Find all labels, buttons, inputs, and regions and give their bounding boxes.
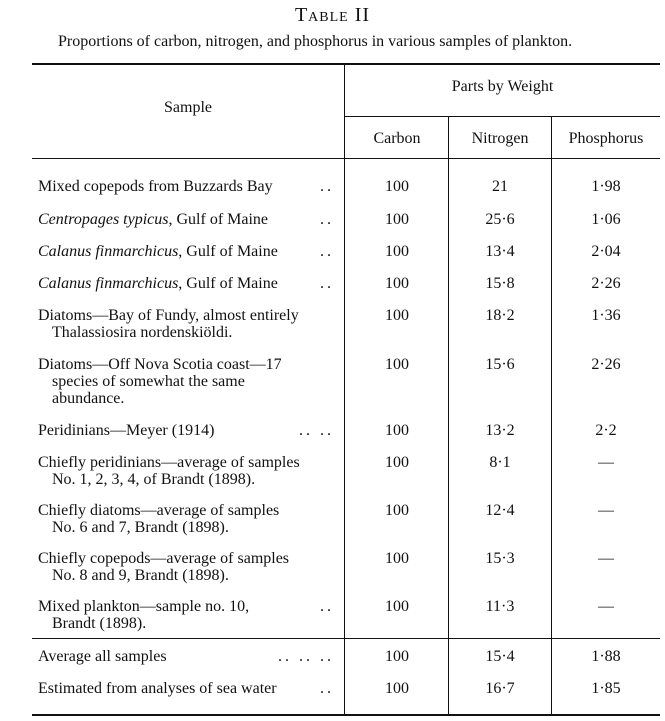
- carbon-value: 100: [385, 307, 409, 324]
- header-sample: Sample: [164, 99, 212, 116]
- sample-label: [38, 454, 334, 488]
- sample-label-line: [38, 324, 334, 341]
- sample-label-line: [38, 502, 334, 519]
- carbon-value: 100: [385, 211, 409, 228]
- sample-label: [38, 502, 334, 536]
- table-title: Table II: [294, 4, 371, 26]
- carbon-value: 100: [385, 454, 409, 471]
- sample-label-text: , Gulf of Maine: [178, 243, 278, 260]
- leader-dots: ..: [320, 211, 334, 228]
- species-name: Calanus finmarchicus: [38, 275, 179, 292]
- header-nitrogen: Nitrogen: [471, 130, 529, 147]
- phosphorus-value: —: [598, 454, 614, 471]
- top-rule: [32, 63, 660, 65]
- header-parts-by-weight: Parts by Weight: [451, 78, 554, 95]
- sample-label-line: [38, 550, 334, 567]
- phosphorus-value: 2·26: [591, 356, 621, 373]
- column-divider-nitrogen: [551, 117, 552, 714]
- sample-label: [38, 307, 334, 341]
- header-carbon: Carbon: [373, 130, 421, 147]
- sample-label-line: [38, 422, 334, 439]
- nitrogen-value: 18·2: [485, 307, 515, 324]
- summary-rule: [32, 638, 660, 639]
- carbon-value: 100: [385, 243, 409, 260]
- sample-label-line: [38, 567, 334, 584]
- nitrogen-value: 25·6: [485, 211, 515, 228]
- nitrogen-value: 15·8: [485, 275, 515, 292]
- header-rule: [32, 158, 660, 159]
- phosphorus-value: —: [598, 598, 614, 615]
- sample-label-text: , Gulf of Maine: [168, 211, 269, 228]
- nitrogen-value: 8·1: [489, 454, 511, 471]
- phosphorus-value: 1·85: [591, 680, 621, 697]
- sample-label-text: Average all samples: [38, 648, 167, 665]
- sample-label: [38, 275, 334, 292]
- nitrogen-value: 15·4: [485, 648, 515, 665]
- sample-label-line: [38, 178, 334, 195]
- sample-label: [38, 211, 334, 228]
- sample-label: [38, 178, 334, 195]
- sample-label-line: [38, 471, 334, 488]
- phosphorus-value: 2·2: [595, 422, 617, 439]
- nitrogen-value: 12·4: [485, 502, 515, 519]
- sample-label-line: [38, 680, 334, 697]
- carbon-value: 100: [385, 598, 409, 615]
- phosphorus-value: —: [598, 502, 614, 519]
- sample-label: [38, 598, 334, 632]
- sample-label-line: [38, 275, 334, 292]
- leader-dots: ..: [320, 598, 334, 615]
- carbon-value: 100: [385, 422, 409, 439]
- subheader-rule: [344, 116, 660, 117]
- phosphorus-value: 2·04: [591, 243, 621, 260]
- sample-label-text: abundance.: [52, 390, 125, 407]
- nitrogen-value: 15·6: [485, 356, 515, 373]
- carbon-value: 100: [385, 550, 409, 567]
- phosphorus-value: 1·88: [591, 648, 621, 665]
- carbon-value: 100: [385, 680, 409, 697]
- sample-label-line: [38, 598, 334, 615]
- sample-label-text: No. 1, 2, 3, 4, of Brandt (1898).: [52, 471, 256, 488]
- sample-label-line: [38, 243, 334, 260]
- sample-label-text: Diatoms—Off Nova Scotia coast—17: [38, 356, 282, 373]
- column-divider-sample: [344, 65, 345, 714]
- sample-label-text: Estimated from analyses of sea water: [38, 680, 277, 697]
- sample-label-line: [38, 519, 334, 536]
- carbon-value: 100: [385, 648, 409, 665]
- sample-label-line: [38, 454, 334, 471]
- leader-dots: .. .. ..: [278, 648, 334, 665]
- sample-label-line: [38, 356, 334, 373]
- column-divider-carbon: [448, 117, 449, 714]
- sample-label-text: Mixed plankton—sample no. 10,: [38, 598, 250, 615]
- leader-dots: ..: [320, 243, 334, 260]
- nitrogen-value: 21: [492, 178, 508, 195]
- sample-label-text: Peridinians—Meyer (1914): [38, 422, 215, 439]
- carbon-value: 100: [385, 356, 409, 373]
- sample-label: [38, 422, 334, 439]
- nitrogen-value: 16·7: [485, 680, 515, 697]
- nitrogen-value: 13·2: [485, 422, 515, 439]
- sample-label: [38, 356, 334, 407]
- sample-label-text: Mixed copepods from Buzzards Bay: [38, 178, 273, 195]
- sample-label-text: No. 6 and 7, Brandt (1898).: [52, 519, 229, 536]
- phosphorus-value: 1·98: [591, 178, 621, 195]
- nitrogen-value: 11·3: [485, 598, 515, 615]
- sample-label-line: [38, 307, 334, 324]
- carbon-value: 100: [385, 502, 409, 519]
- sample-label-text: Chiefly copepods—average of samples: [38, 550, 290, 567]
- sample-label: [38, 648, 334, 665]
- sample-label-text: Chiefly diatoms—average of samples: [38, 502, 280, 519]
- sample-label-line: [38, 211, 334, 228]
- phosphorus-value: 2·26: [591, 275, 621, 292]
- phosphorus-value: 1·36: [591, 307, 621, 324]
- species-name: Calanus finmarchicus: [38, 243, 179, 260]
- bottom-rule: [32, 714, 660, 716]
- sample-label: [38, 243, 334, 260]
- carbon-value: 100: [385, 275, 409, 292]
- leader-dots: ..: [320, 275, 334, 292]
- leader-dots: ..: [320, 680, 334, 697]
- sample-label: [38, 550, 334, 584]
- sample-label-text: species of somewhat the same: [52, 373, 245, 390]
- phosphorus-value: 1·06: [591, 211, 621, 228]
- species-name: Centropages typicus: [38, 211, 169, 228]
- sample-label-text: Chiefly peridinians—average of samples: [38, 454, 300, 471]
- table-caption: Proportions of carbon, nitrogen, and phosphorus in various samples of plankton.: [58, 33, 573, 50]
- phosphorus-value: —: [598, 550, 614, 567]
- sample-label-line: [38, 615, 334, 632]
- nitrogen-value: 15·3: [485, 550, 515, 567]
- sample-label-line: [38, 373, 334, 390]
- leader-dots: ..: [320, 178, 334, 195]
- sample-label-text: Thalassiosira nordenskiöldi.: [52, 324, 233, 341]
- sample-label-text: No. 8 and 9, Brandt (1898).: [52, 567, 229, 584]
- carbon-value: 100: [385, 178, 409, 195]
- leader-dots: .. ..: [299, 422, 334, 439]
- nitrogen-value: 13·4: [485, 243, 515, 260]
- sample-label-text: , Gulf of Maine: [178, 275, 278, 292]
- sample-label-text: Brandt (1898).: [52, 615, 147, 632]
- header-phosphorus: Phosphorus: [568, 130, 644, 147]
- sample-label-text: Diatoms—Bay of Fundy, almost entirely: [38, 307, 299, 324]
- sample-label: [38, 680, 334, 697]
- sample-label-line: [38, 390, 334, 407]
